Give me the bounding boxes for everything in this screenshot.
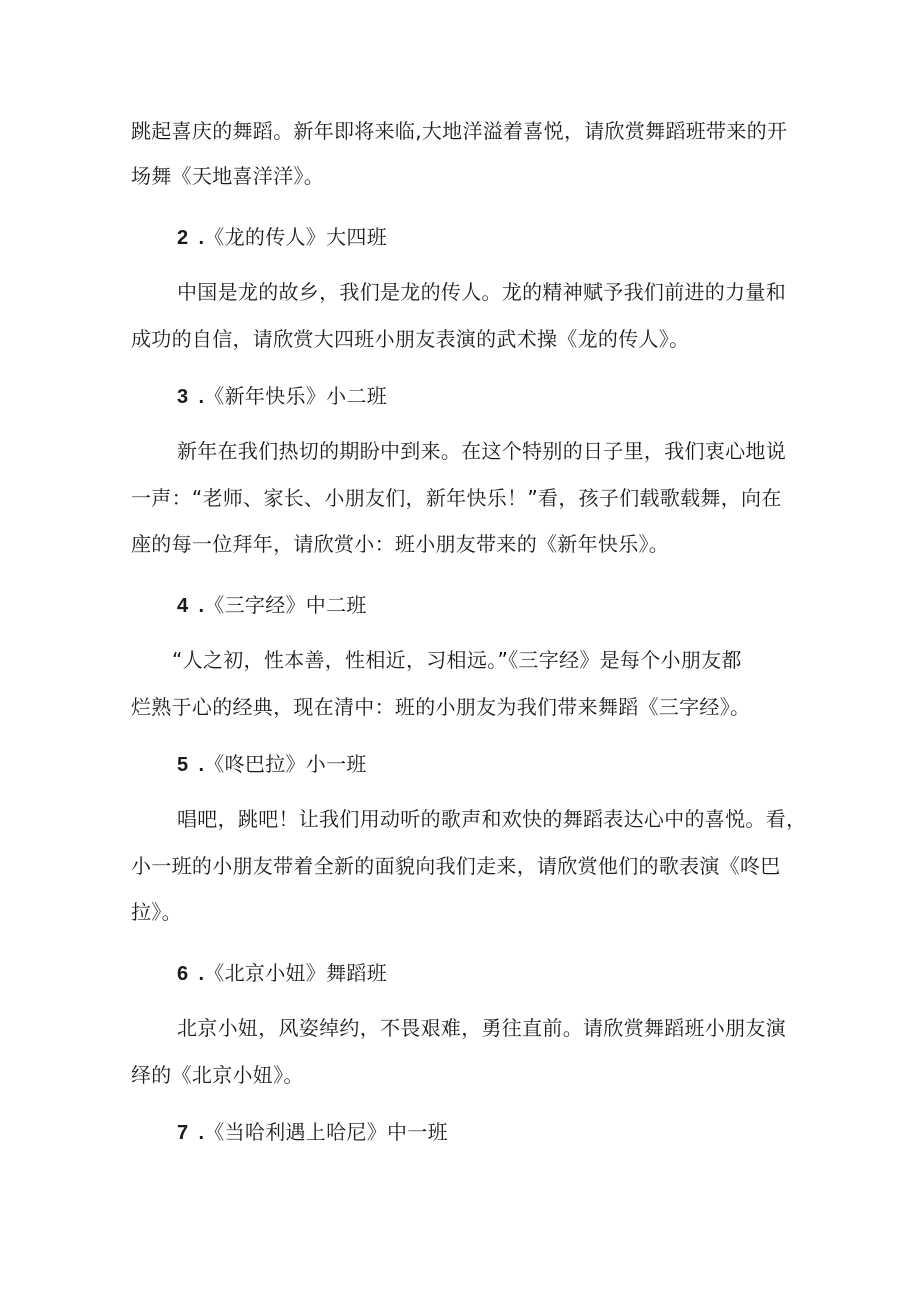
heading-number: 6: [177, 963, 189, 985]
heading-title: 《北京小妞》舞蹈班: [204, 961, 387, 985]
paragraph-line: 中国是龙的故乡，我们是龙的传人。龙的精神赋予我们前进的力量和: [177, 280, 786, 304]
heading-number: 3: [177, 386, 189, 408]
heading-dot: .: [198, 595, 205, 617]
paragraph-line: 拉》。: [131, 900, 182, 924]
paragraph-line: 场舞《天地喜洋洋》。: [131, 164, 324, 188]
paragraph-line: 新年在我们热切的期盼中到来。在这个特别的日子里，我们衷心地说: [177, 439, 786, 463]
paragraph-line: 唱吧，跳吧！让我们用动听的歌声和欢快的舞蹈表达心中的喜悦。看，: [177, 807, 807, 831]
paragraph-line: “人之初，性本善，性相近，习相远。”《三字经》是每个小朋友都: [172, 648, 742, 672]
paragraph-line: 烂熟于心的经典，现在清中：班的小朋友为我们带来舞蹈《三字经》。: [131, 695, 751, 719]
section-heading: [177, 223, 387, 252]
paragraph-line: 跳起喜庆的舞蹈。新年即将来临,大地洋溢着喜悦，请欣赏舞蹈班带来的开: [131, 119, 788, 143]
section-heading: [177, 591, 367, 620]
heading-dot: .: [198, 1122, 205, 1144]
heading-number: 2: [177, 227, 189, 249]
heading-title: 《龙的传人》大四班: [204, 225, 387, 249]
heading-dot: .: [198, 754, 205, 776]
paragraph-line: 小一班的小朋友带着全新的面貌向我们走来，请欣赏他们的歌表演《咚巴: [131, 854, 781, 878]
section-heading: [177, 750, 367, 779]
paragraph-line: 北京小妞，风姿绰约，不畏艰难，勇往直前。请欣赏舞蹈班小朋友演: [177, 1016, 786, 1040]
paragraph-line: 一声：“老师、家长、小朋友们，新年快乐！”看，孩子们载歌载舞，向在: [131, 486, 782, 510]
heading-number: 4: [177, 595, 189, 617]
heading-title: 《咚巴拉》小一班: [204, 752, 367, 776]
heading-dot: .: [198, 963, 205, 985]
heading-number: 7: [177, 1122, 189, 1144]
section-heading: [177, 959, 387, 988]
heading-title: 《当哈利遇上哈尼》中一班: [204, 1120, 448, 1144]
section-heading: [177, 1118, 448, 1147]
heading-title: 《三字经》中二班: [204, 593, 367, 617]
section-heading: [177, 382, 387, 411]
paragraph-line: 座的每一位拜年，请欣赏小：班小朋友带来的《新年快乐》。: [131, 532, 670, 556]
heading-dot: .: [198, 386, 205, 408]
heading-dot: .: [198, 227, 205, 249]
paragraph-line: 成功的自信，请欣赏大四班小朋友表演的武术操《龙的传人》。: [131, 327, 690, 351]
heading-title: 《新年快乐》小二班: [204, 384, 387, 408]
heading-number: 5: [177, 754, 189, 776]
paragraph-line: 绎的《北京小妞》。: [131, 1063, 304, 1087]
